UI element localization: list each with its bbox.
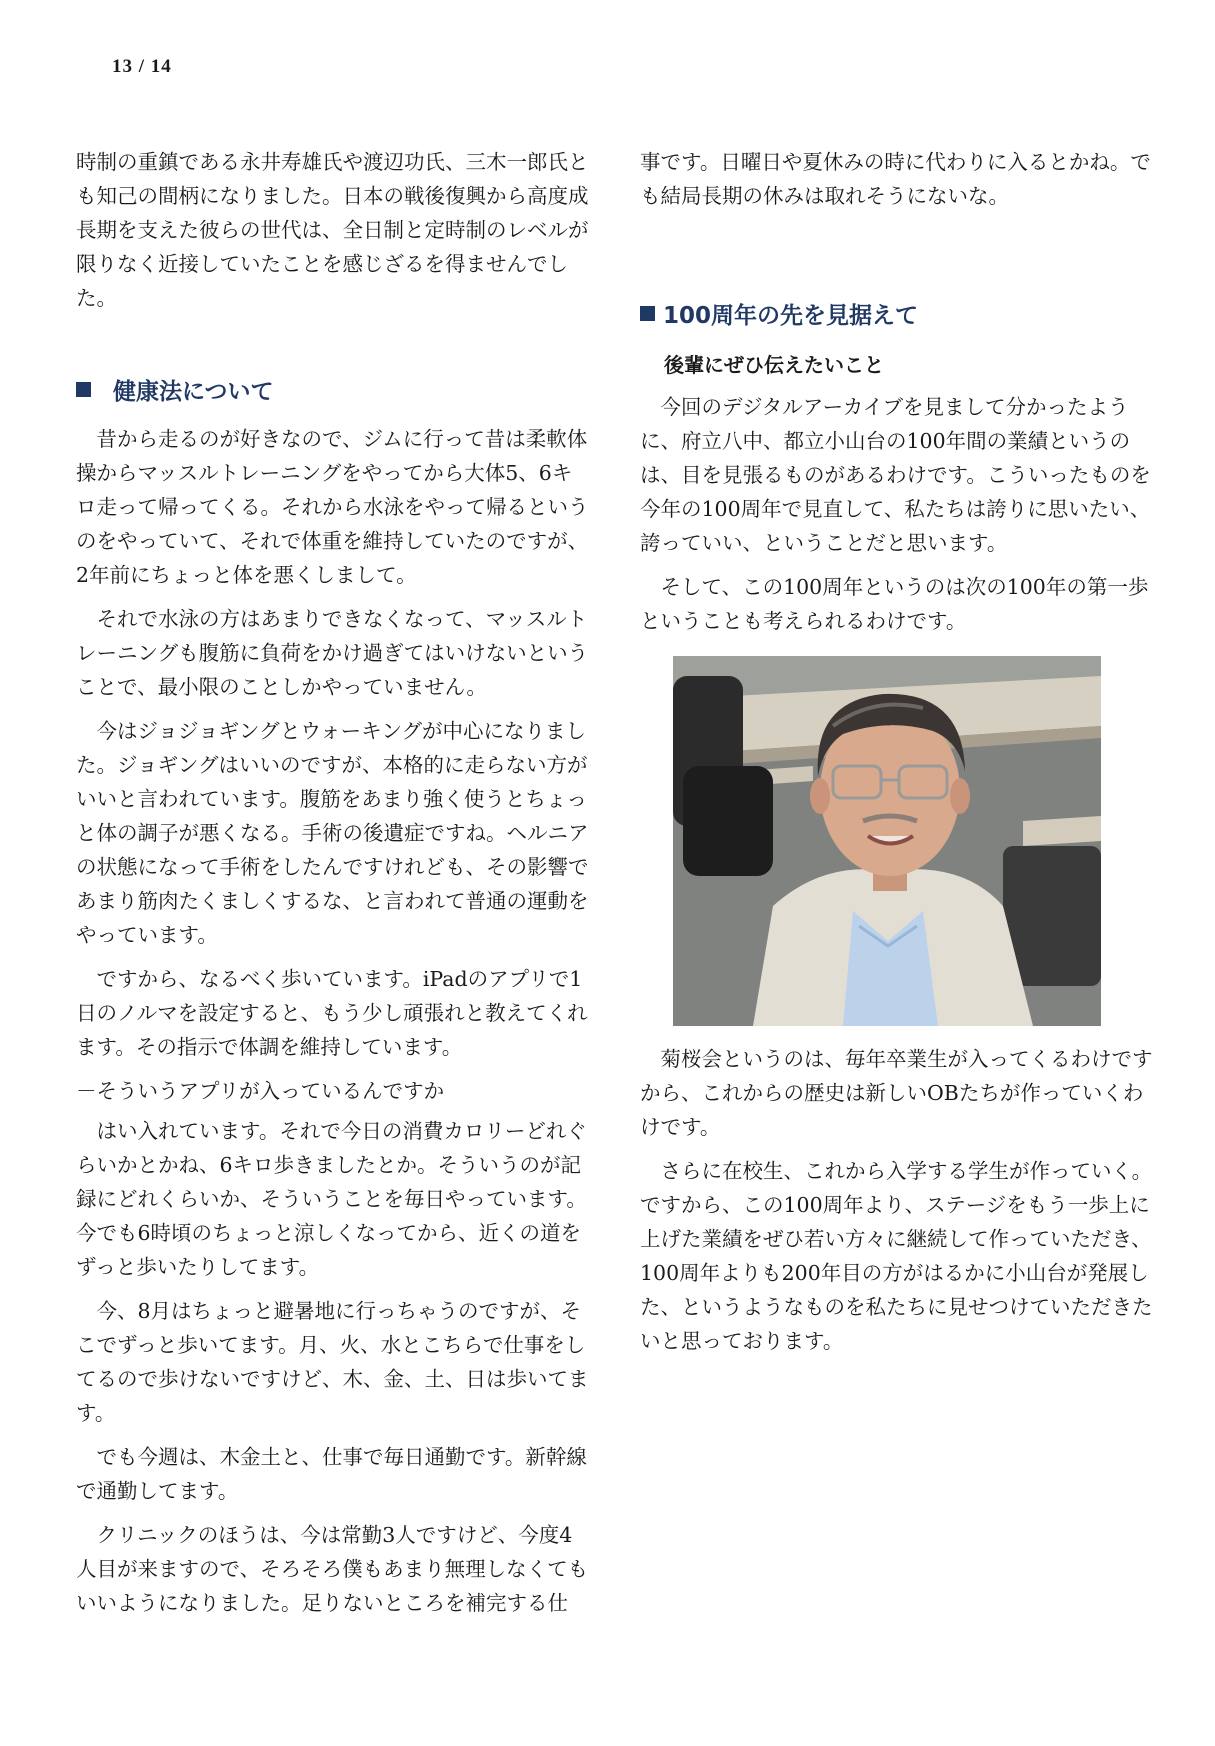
section-heading-text: 健康法について bbox=[113, 379, 274, 405]
paragraph: 今はジョジョギングとウォーキングが中心になりました。ジョギングはいいのですが、本格的に走らない方がいいと言われています。腹筋をあまり強く使うとちょっと体の調子が悪くなる。手術の後遺症ですね。ヘルニアの状態になって手術をしたんですけれども、その影響であまり筋肉たくましくするな、と言われて普通の運動をやっています。 bbox=[76, 719, 589, 947]
square-bullet-icon bbox=[640, 306, 655, 321]
right-column bbox=[640, 145, 1160, 1368]
interviewee-photo bbox=[673, 656, 1101, 1026]
paragraph: 今、8月はちょっと避暑地に行っちゃうのですが、そこでずっと歩いてます。月、火、水とこちらで仕事をしてるので歩けないですけど、木、金、土、日は歩いてます。 bbox=[76, 1299, 589, 1425]
interview-question: －そういうアプリが入っているんですか bbox=[76, 1079, 445, 1103]
section-heading-100th bbox=[640, 297, 1160, 330]
paragraph: さらに在校生、これから入学する学生が作っていく。ですから、この100周年より、ステージをもう一歩上に上げた業績をぜひ若い方々に継続して作っていただき、100周年よりも200年目の方がはるかに小山台が発展した、というようなものを私たちに見せつけていただきたいと思っております。 bbox=[640, 1159, 1153, 1353]
paragraph: 今回のデジタルアーカイブを見まして分かったように、府立八中、都立小山台の100年間の業績というのは、目を見張るものがあるわけです。こういったものを今年の100周年で見直して、私たちは誇りに思いたい、誇っていい、ということだと思います。 bbox=[640, 395, 1151, 555]
paragraph: 昔から走るのが好きなので、ジムに行って昔は柔軟体操からマッスルトレーニングをやってから大体5、6キロ走って帰ってくる。それから水泳をやって帰るというのをやっていて、それで体重を維持していたのですが、2年前にちょっと体を悪くしまして。 bbox=[76, 427, 589, 587]
subheading: 後輩にぜひ伝えたいこと bbox=[664, 353, 884, 377]
paragraph: ですから、なるべく歩いています。iPadのアプリで1日のノルマを設定すると、もう少し頑張れと教えてくれます。その指示で体調を維持しています。 bbox=[76, 967, 588, 1059]
paragraph: はい入れています。それで今日の消費カロリーどれぐらいかとかね、6キロ歩きましたとか。そういうのが記録にどれくらいか、そういうことを毎日やっています。今でも6時頃のちょっと涼しくなってから、近くの道をずっと歩いたりしてます。 bbox=[76, 1119, 587, 1279]
paragraph: そして、この100周年というのは次の100年の第一歩ということも考えられるわけです。 bbox=[640, 575, 1149, 633]
paragraph: 菊桜会というのは、毎年卒業生が入ってくるわけですから、これからの歴史は新しいOBたちが作っていくわけです。 bbox=[640, 1047, 1153, 1139]
paragraph: それで水泳の方はあまりできなくなって、マッスルトレーニングも腹筋に負荷をかけ過ぎてはいけないということで、最小限のことしかやっていません。 bbox=[76, 607, 589, 699]
left-column bbox=[76, 145, 590, 1630]
paragraph: でも今週は、木金土と、仕事で毎日通勤です。新幹線で通勤してます。 bbox=[76, 1445, 587, 1503]
continued-paragraph: 事です。日曜日や夏休みの時に代わりに入るとかね。でも結局長期の休みは取れそうにないな。 bbox=[640, 150, 1151, 208]
intro-paragraph: 時制の重鎮である永井寿雄氏や渡辺功氏、三木一郎氏とも知己の間柄になりました。日本の戦後復興から高度成長期を支えた彼らの世代は、全日制と定時制のレベルが限りなく近接していたことを感じざるを得ませんでした。 bbox=[76, 150, 589, 310]
section-heading-health bbox=[76, 373, 590, 406]
paragraph: クリニックのほうは、今は常勤3人ですけど、今度4人目が来ますので、そろそろ僕もあまり無理しなくてもいいようになりました。足りないところを補完する仕 bbox=[76, 1523, 589, 1615]
page-number: 13 / 14 bbox=[112, 56, 172, 77]
square-bullet-icon bbox=[76, 382, 91, 397]
section-heading-text: 100周年の先を見据えて bbox=[663, 303, 919, 329]
portrait-illustration bbox=[673, 656, 1101, 1026]
